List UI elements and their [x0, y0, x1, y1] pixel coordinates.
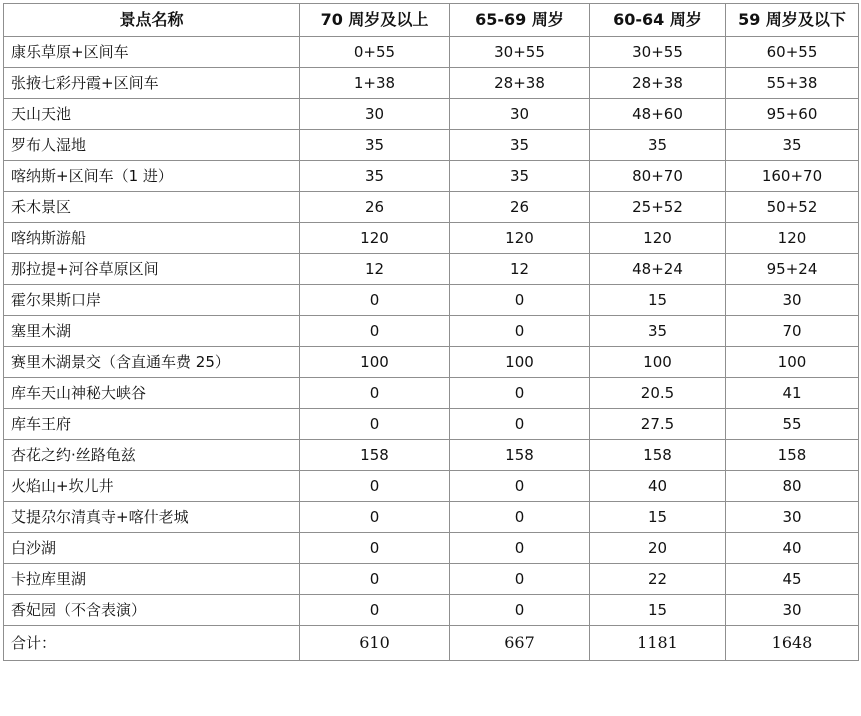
- price-70-plus: 0: [300, 285, 450, 316]
- price-70-plus: 0: [300, 316, 450, 347]
- price-65-69: 12: [450, 254, 590, 285]
- table-row: [4, 564, 859, 595]
- price-60-64: 80+70: [590, 161, 726, 192]
- total-row: [4, 626, 859, 661]
- table-row: [4, 502, 859, 533]
- price-70-plus: 0+55: [300, 37, 450, 68]
- price-59-below: 45: [726, 564, 859, 595]
- price-65-69: 0: [450, 409, 590, 440]
- table-row: [4, 533, 859, 564]
- total-label: 合计：: [4, 626, 300, 661]
- price-59-below: 30: [726, 502, 859, 533]
- attraction-name: 艾提尕尔清真寺+喀什老城: [4, 502, 300, 533]
- table-row: [4, 130, 859, 161]
- ticket-price-table: [3, 3, 859, 661]
- header-attraction-name: 景点名称: [4, 4, 300, 37]
- price-60-64: 22: [590, 564, 726, 595]
- table-row: [4, 68, 859, 99]
- table-row: [4, 347, 859, 378]
- attraction-name: 喀纳斯+区间车（1 进）: [4, 161, 300, 192]
- price-70-plus: 0: [300, 471, 450, 502]
- header-age-59-below: 59 周岁及以下: [726, 4, 859, 37]
- table-row: [4, 99, 859, 130]
- price-60-64: 158: [590, 440, 726, 471]
- price-59-below: 95+60: [726, 99, 859, 130]
- table-row: [4, 409, 859, 440]
- price-70-plus: 0: [300, 502, 450, 533]
- price-59-below: 160+70: [726, 161, 859, 192]
- table-row: [4, 254, 859, 285]
- price-60-64: 15: [590, 285, 726, 316]
- price-70-plus: 30: [300, 99, 450, 130]
- price-65-69: 120: [450, 223, 590, 254]
- price-59-below: 95+24: [726, 254, 859, 285]
- price-59-below: 41: [726, 378, 859, 409]
- attraction-name: 张掖七彩丹霞+区间车: [4, 68, 300, 99]
- price-65-69: 35: [450, 161, 590, 192]
- price-59-below: 100: [726, 347, 859, 378]
- price-59-below: 60+55: [726, 37, 859, 68]
- price-70-plus: 120: [300, 223, 450, 254]
- price-60-64: 48+24: [590, 254, 726, 285]
- total-value-65-69: 667: [450, 626, 590, 661]
- total-value-59-below: 1648: [726, 626, 859, 661]
- header-row: [4, 4, 859, 37]
- attraction-name: 杏花之约·丝路龟兹: [4, 440, 300, 471]
- price-60-64: 40: [590, 471, 726, 502]
- attraction-name: 库车王府: [4, 409, 300, 440]
- price-60-64: 120: [590, 223, 726, 254]
- price-70-plus: 0: [300, 595, 450, 626]
- price-65-69: 0: [450, 595, 590, 626]
- price-70-plus: 12: [300, 254, 450, 285]
- price-60-64: 15: [590, 595, 726, 626]
- price-70-plus: 26: [300, 192, 450, 223]
- price-70-plus: 35: [300, 130, 450, 161]
- total-value-60-64: 1181: [590, 626, 726, 661]
- price-70-plus: 0: [300, 564, 450, 595]
- attraction-name: 香妃园（不含表演）: [4, 595, 300, 626]
- price-65-69: 0: [450, 564, 590, 595]
- table-row: [4, 378, 859, 409]
- attraction-name: 赛里木湖景交（含直通车费 25）: [4, 347, 300, 378]
- table-row: [4, 316, 859, 347]
- header-age-70-plus: 70 周岁及以上: [300, 4, 450, 37]
- price-60-64: 25+52: [590, 192, 726, 223]
- attraction-name: 天山天池: [4, 99, 300, 130]
- attraction-name: 白沙湖: [4, 533, 300, 564]
- price-59-below: 70: [726, 316, 859, 347]
- price-70-plus: 1+38: [300, 68, 450, 99]
- price-65-69: 30+55: [450, 37, 590, 68]
- price-65-69: 26: [450, 192, 590, 223]
- price-60-64: 27.5: [590, 409, 726, 440]
- table-row: [4, 471, 859, 502]
- price-59-below: 50+52: [726, 192, 859, 223]
- price-65-69: 0: [450, 502, 590, 533]
- price-59-below: 158: [726, 440, 859, 471]
- attraction-name: 火焰山+坎儿井: [4, 471, 300, 502]
- price-60-64: 28+38: [590, 68, 726, 99]
- price-70-plus: 0: [300, 378, 450, 409]
- price-59-below: 30: [726, 595, 859, 626]
- price-65-69: 0: [450, 378, 590, 409]
- attraction-name: 喀纳斯游船: [4, 223, 300, 254]
- attraction-name: 罗布人湿地: [4, 130, 300, 161]
- price-70-plus: 0: [300, 409, 450, 440]
- price-70-plus: 0: [300, 533, 450, 564]
- header-age-65-69: 65-69 周岁: [450, 4, 590, 37]
- price-65-69: 28+38: [450, 68, 590, 99]
- attraction-name: 塞里木湖: [4, 316, 300, 347]
- total-value-70-plus: 610: [300, 626, 450, 661]
- price-70-plus: 35: [300, 161, 450, 192]
- table-row: [4, 192, 859, 223]
- price-65-69: 0: [450, 533, 590, 564]
- price-60-64: 20: [590, 533, 726, 564]
- price-59-below: 55: [726, 409, 859, 440]
- attraction-name: 霍尔果斯口岸: [4, 285, 300, 316]
- price-65-69: 100: [450, 347, 590, 378]
- price-60-64: 48+60: [590, 99, 726, 130]
- attraction-name: 康乐草原+区间车: [4, 37, 300, 68]
- table-body: [4, 37, 859, 626]
- price-60-64: 100: [590, 347, 726, 378]
- price-59-below: 55+38: [726, 68, 859, 99]
- price-60-64: 15: [590, 502, 726, 533]
- price-65-69: 0: [450, 471, 590, 502]
- table-row: [4, 161, 859, 192]
- attraction-name: 那拉提+河谷草原区间: [4, 254, 300, 285]
- price-65-69: 30: [450, 99, 590, 130]
- price-59-below: 80: [726, 471, 859, 502]
- price-59-below: 120: [726, 223, 859, 254]
- price-70-plus: 158: [300, 440, 450, 471]
- header-age-60-64: 60-64 周岁: [590, 4, 726, 37]
- attraction-name: 库车天山神秘大峡谷: [4, 378, 300, 409]
- price-59-below: 35: [726, 130, 859, 161]
- attraction-name: 卡拉库里湖: [4, 564, 300, 595]
- price-60-64: 30+55: [590, 37, 726, 68]
- price-70-plus: 100: [300, 347, 450, 378]
- price-65-69: 158: [450, 440, 590, 471]
- table-row: [4, 440, 859, 471]
- table-row: [4, 37, 859, 68]
- price-59-below: 30: [726, 285, 859, 316]
- price-65-69: 0: [450, 316, 590, 347]
- price-65-69: 35: [450, 130, 590, 161]
- price-65-69: 0: [450, 285, 590, 316]
- table-row: [4, 223, 859, 254]
- price-60-64: 35: [590, 130, 726, 161]
- price-60-64: 35: [590, 316, 726, 347]
- price-60-64: 20.5: [590, 378, 726, 409]
- table-row: [4, 595, 859, 626]
- attraction-name: 禾木景区: [4, 192, 300, 223]
- price-59-below: 40: [726, 533, 859, 564]
- table-row: [4, 285, 859, 316]
